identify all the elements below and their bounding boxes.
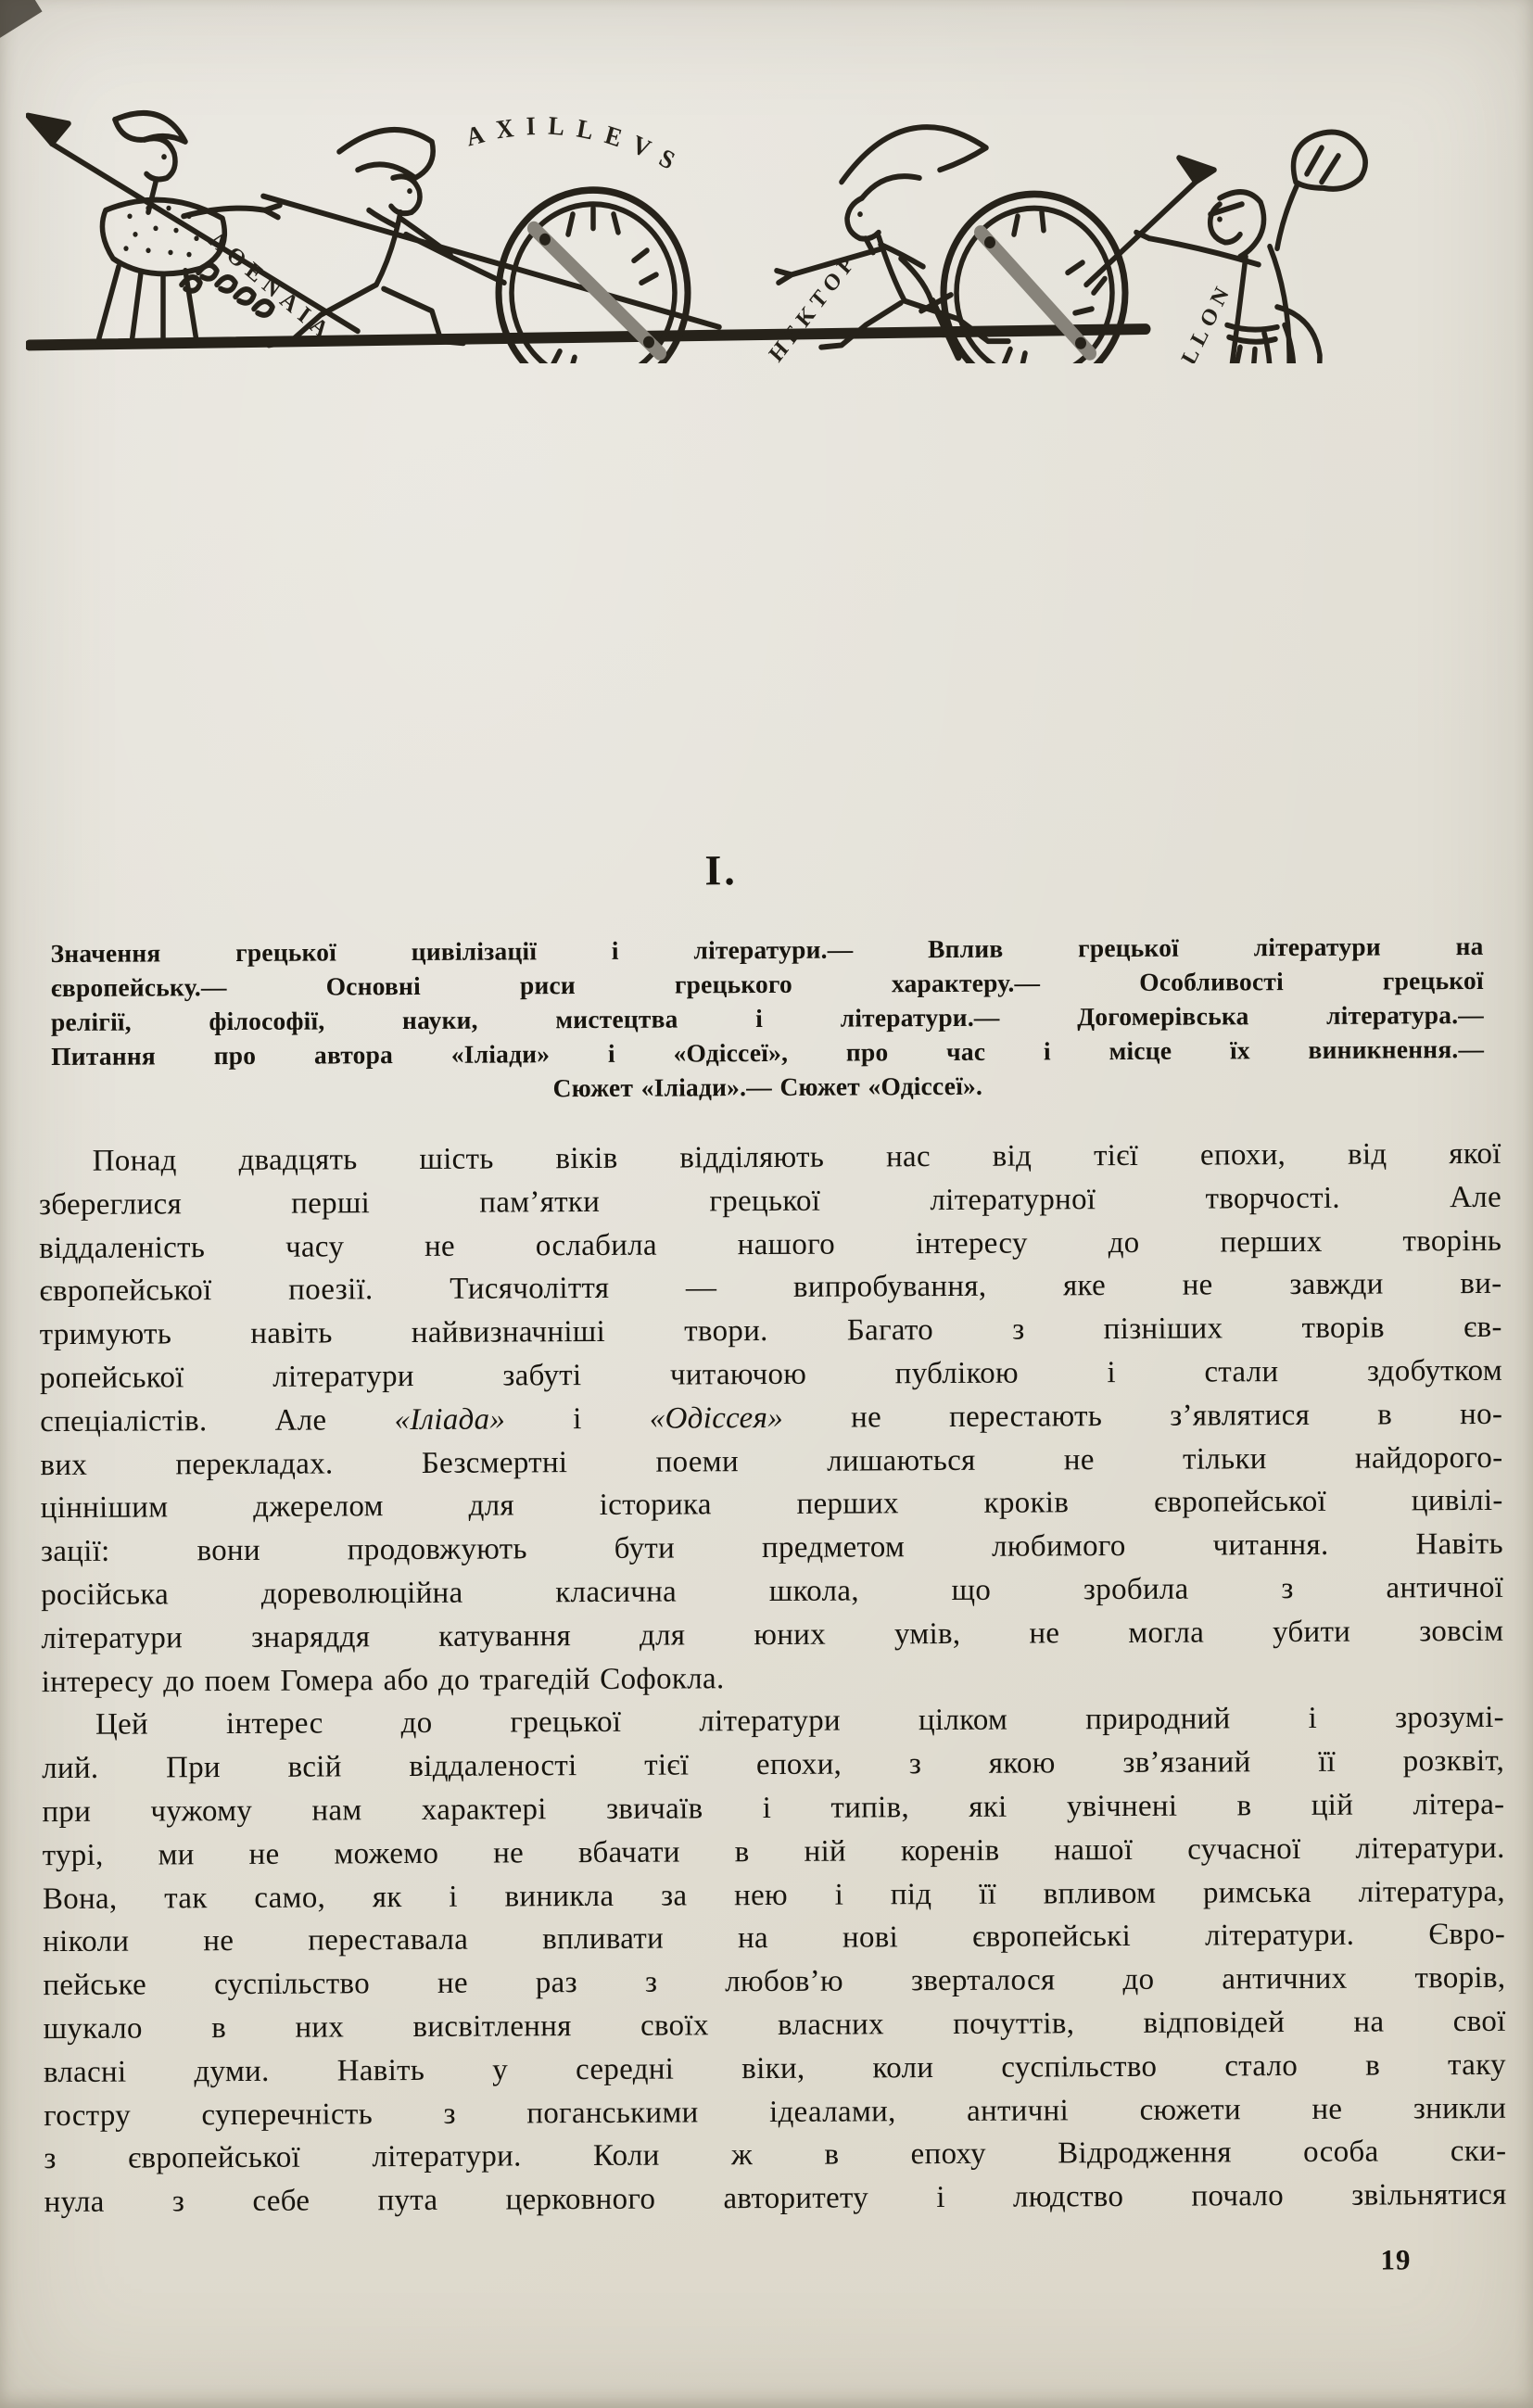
summary-line: Питання про автора «Іліади» і «Одіссеї», про час і місце їх виникнення.— (51, 1033, 1485, 1071)
text-line: російська дореволюційна класична школа, що зробила з античної (41, 1570, 1504, 1613)
chapter-summary (50, 929, 1484, 1108)
text-line: лий. При всій віддаленості тієї епохи, з якою зв’язаний її розквіт, (42, 1743, 1505, 1786)
summary-line: європейську.— Основні риси грецького характеру.— Особливості грецької (50, 965, 1484, 1003)
text-line: ціннішим джерелом для історика перших кроків європейської цивілі- (40, 1484, 1503, 1526)
text-line: нула з себе пута церковного авторитету і людство почало звільнятися (44, 2177, 1507, 2220)
text-line: з європейської літератури. Коли ж в епоху Відродження особа ски- (44, 2135, 1507, 2176)
text-line: збереглися перші пам’ятки грецької літературної творчості. Але (38, 1180, 1502, 1222)
inscription-hector: HEKTOP (765, 247, 863, 363)
text-line: Понад двадцять шість віків відділяють нас від тієї епохи, від якої (92, 1136, 1501, 1178)
text-line: власні думи. Навіть у середні віки, коли суспільство стало в таку (43, 2047, 1506, 2089)
text-line: Цей інтерес до грецької літератури цілком природний і зрозумі- (95, 1701, 1505, 1743)
paragraph-2 (42, 1696, 1507, 2224)
text-segment: не перестають з’являтися в но- (782, 1397, 1503, 1435)
page-number: 19 (1380, 2243, 1412, 2276)
chapter-number: I. (704, 846, 738, 894)
text-line: пейське суспільство не раз з любов’ю зверталося до античних творів, (43, 1960, 1506, 2003)
text-line: шукало в них висвітлення своїх власних почуттів, відповідей на свої (43, 2004, 1506, 2047)
italic-title: «Іліада» (394, 1402, 506, 1437)
text-line: літератури знаряддя катування для юних умів, не могла убити зовсім (41, 1614, 1504, 1655)
text-line: віддаленість часу не ослабила нашого інтересу до перших творінь (39, 1223, 1502, 1265)
text-line: гостру суперечність з поганськими ідеалами, античні сюжети не зникли (44, 2091, 1507, 2133)
text-line: турі, ми не можемо не вбачати в ній коренів нашої сучасної літератури. (42, 1831, 1505, 1872)
summary-line: релігії, філософії, науки, мистецтва і літератури.— Догомерівська література.— (50, 999, 1485, 1037)
inscription-achilles: AXILLEVS (462, 110, 690, 182)
summary-line: Сюжет «Іліади».— Сюжет «Одіссеї». (552, 1071, 983, 1103)
italic-title: «Одіссея» (649, 1400, 784, 1436)
text-line: при чужому нам характері звичаїв і типів, які увічнені в цій літера- (42, 1787, 1505, 1830)
text-line: Вона, так само, як і виникла за нею і під її впливом римська література, (42, 1874, 1505, 1916)
text-line: ніколи не переставала впливати на нові європейські літератури. Євро- (43, 1918, 1506, 1959)
inscription-apollo: APOLLON (1148, 278, 1237, 363)
text-line-with-italics (40, 1393, 1502, 1444)
text-segment: і (505, 1401, 650, 1437)
text-line: вих перекладах. Безсмертні поеми лишаються не тільки найдорого- (40, 1440, 1503, 1482)
inscription-athena: AΘENAIA (204, 226, 338, 349)
text-line: тримують навіть найвизначніші твори. Багато з пізніших творів єв- (39, 1311, 1502, 1352)
text-line: ропейської літератури забуті читаючою публікою і стали здобутком (39, 1353, 1503, 1396)
body-text (39, 1133, 1507, 2224)
summary-line: Значення грецької цивілізації і літератури.— Вплив грецької літератури на (50, 931, 1484, 969)
text-line: зації: вони продовжують бути предметом любимого читання. Навіть (40, 1527, 1504, 1569)
text-segment: спеціалістів. Але (40, 1402, 395, 1438)
text-line: інтересу до поем Гомера або до трагедій Софокла. (41, 1661, 725, 1699)
paragraph-1 (39, 1133, 1504, 1705)
text-line: європейської поезії. Тисячоліття — випробування, яке не завжди ви- (39, 1267, 1502, 1309)
